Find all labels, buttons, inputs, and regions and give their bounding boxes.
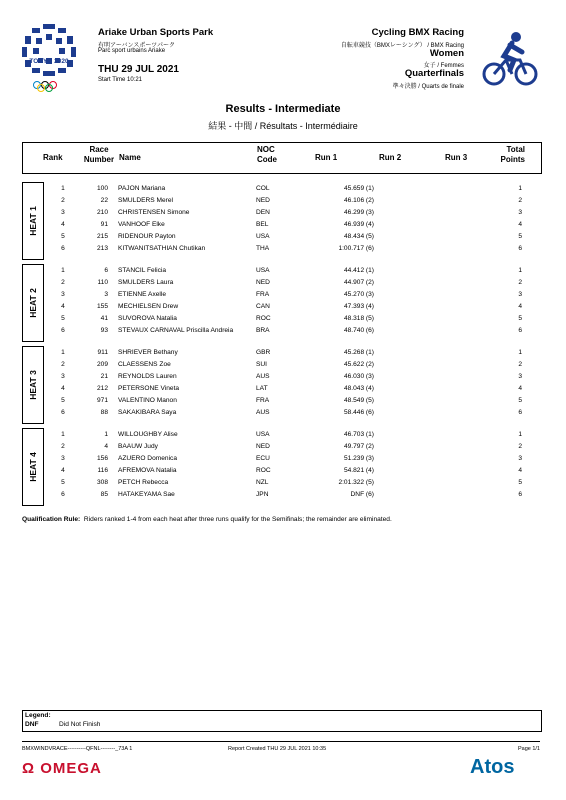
col-name: Name [119, 153, 141, 162]
rank-cell: 6 [61, 409, 65, 416]
total-points-cell: 4 [518, 303, 522, 310]
athlete-name-cell: REYNOLDS Lauren [118, 373, 177, 380]
race-number-cell: 1 [104, 431, 108, 438]
run1-cell: 54.821 (4) [343, 467, 374, 474]
table-row [0, 359, 566, 371]
race-number-cell: 971 [96, 397, 108, 404]
athlete-name-cell: VALENTINO Manon [118, 397, 177, 404]
table-row [0, 325, 566, 337]
run1-cell: 51.239 (3) [343, 455, 374, 462]
total-points-cell: 5 [518, 233, 522, 240]
heat-label: HEAT 2 [28, 288, 38, 318]
table-row [0, 301, 566, 313]
rank-cell: 2 [61, 443, 65, 450]
noc-cell: AUS [256, 373, 270, 380]
run1-cell: 46.939 (4) [343, 221, 374, 228]
total-points-cell: 6 [518, 491, 522, 498]
total-points-cell: 2 [518, 443, 522, 450]
athlete-name-cell: HATAKEYAMA Sae [118, 491, 175, 498]
legend-box [22, 710, 542, 732]
table-row [0, 383, 566, 395]
bmx-rider-pictogram-icon [480, 30, 540, 90]
race-number-cell: 41 [100, 315, 108, 322]
page-title: Results - Intermediate [225, 103, 341, 115]
table-row [0, 289, 566, 301]
run1-cell: 46.703 (1) [343, 431, 374, 438]
run1-cell: 58.446 (6) [343, 409, 374, 416]
noc-cell: FRA [256, 291, 270, 298]
table-row [0, 265, 566, 277]
table-row [0, 407, 566, 419]
start-time: Start Time 10:21 [98, 77, 143, 83]
table-row [0, 313, 566, 325]
rank-cell: 3 [61, 209, 65, 216]
rank-cell: 1 [61, 267, 65, 274]
venue-name: Ariake Urban Sports Park [98, 27, 214, 38]
total-points-cell: 6 [518, 245, 522, 252]
rank-cell: 4 [61, 221, 65, 228]
rank-cell: 6 [61, 245, 65, 252]
noc-cell: COL [256, 185, 270, 192]
table-row [0, 183, 566, 195]
race-number-cell: 209 [96, 361, 108, 368]
total-points-cell: 2 [518, 361, 522, 368]
athlete-name-cell: AZUERO Domenica [118, 455, 177, 462]
legend-code: DNF [25, 721, 39, 728]
noc-cell: ROC [256, 467, 271, 474]
athlete-name-cell: SUVOROVA Natalia [118, 315, 177, 322]
race-number-cell: 3 [104, 291, 108, 298]
noc-cell: DEN [256, 209, 270, 216]
total-points-cell: 1 [518, 267, 522, 274]
noc-cell: AUS [256, 409, 270, 416]
tokyo-2020-emblem-icon [18, 22, 80, 92]
athlete-name-cell: WILLOUGHBY Alise [118, 431, 178, 438]
total-points-cell: 1 [518, 349, 522, 356]
run1-cell: 44.412 (1) [343, 267, 374, 274]
total-points-cell: 3 [518, 373, 522, 380]
run1-cell: 48.434 (5) [343, 233, 374, 240]
rank-cell: 6 [61, 327, 65, 334]
run1-cell: 44.907 (2) [343, 279, 374, 286]
footer-page: Page 1/1 [517, 746, 540, 752]
race-number-cell: 116 [97, 467, 108, 474]
athlete-name-cell: CLAESSENS Zoe [118, 361, 171, 368]
rank-cell: 2 [61, 361, 65, 368]
table-row [0, 371, 566, 383]
race-number-cell: 155 [96, 303, 108, 310]
rank-cell: 4 [61, 303, 65, 310]
col-total-line1: Total [506, 145, 525, 154]
run1-cell: 45.268 (1) [343, 349, 374, 356]
rank-cell: 5 [61, 397, 65, 404]
total-points-cell: 2 [518, 197, 522, 204]
noc-cell: NED [256, 279, 270, 286]
table-row [0, 231, 566, 243]
total-points-cell: 5 [518, 397, 522, 404]
race-number-cell: 210 [96, 209, 108, 216]
run1-cell: 48.549 (5) [343, 397, 374, 404]
col-race-number-line1: Race [89, 145, 109, 154]
athlete-name-cell: STANCIL Felicia [118, 267, 166, 274]
noc-cell: GBR [256, 349, 271, 356]
athlete-name-cell: BAAUW Judy [118, 443, 158, 450]
total-points-cell: 4 [518, 385, 522, 392]
event-name: Cycling BMX Racing [371, 27, 464, 38]
athlete-name-cell: RIDENOUR Payton [118, 233, 176, 240]
total-points-cell: 1 [518, 185, 522, 192]
race-number-cell: 4 [104, 443, 108, 450]
total-points-cell: 3 [518, 209, 522, 216]
noc-cell: NZL [256, 479, 269, 486]
run1-cell: 45.622 (2) [343, 361, 374, 368]
run1-cell: 2:01.322 (5) [338, 479, 374, 486]
athlete-name-cell: KITWANITSATHIAN Chutikan [118, 245, 206, 252]
col-total-line2: Points [500, 155, 525, 164]
heat-label: HEAT 1 [28, 206, 38, 236]
noc-cell: USA [256, 431, 270, 438]
rank-cell: 5 [61, 233, 65, 240]
rank-cell: 1 [61, 349, 65, 356]
run1-cell: 48.318 (5) [343, 315, 374, 322]
athlete-name-cell: SAKAKIBARA Saya [118, 409, 177, 416]
page-subtitle: 結果 - 中間 / Résultats - Intermédiaire [208, 121, 358, 131]
col-run1: Run 1 [315, 153, 338, 162]
athlete-name-cell: STEVAUX CARNAVAL Priscilla Andreia [118, 327, 234, 334]
col-race-number-line2: Number [83, 155, 115, 164]
noc-cell: BEL [256, 221, 269, 228]
noc-cell: JPN [256, 491, 269, 498]
athlete-name-cell: PETCH Rebecca [118, 479, 169, 486]
race-number-cell: 6 [104, 267, 108, 274]
footer-report-created: Report Created THU 29 JUL 2021 10:35 [228, 746, 327, 752]
total-points-cell: 4 [518, 221, 522, 228]
table-row [0, 395, 566, 407]
table-row [0, 277, 566, 289]
col-noc-line2: Code [257, 155, 277, 164]
table-row [0, 465, 566, 477]
table-row [0, 195, 566, 207]
race-number-cell: 100 [96, 185, 108, 192]
event-gender: Women [429, 48, 464, 59]
race-number-cell: 110 [97, 279, 108, 286]
race-number-cell: 21 [100, 373, 108, 380]
event-gender-jp: 女子 / Femmes [423, 63, 464, 69]
athlete-name-cell: PETERSONE Vineta [118, 385, 180, 392]
race-number-cell: 213 [96, 245, 108, 252]
total-points-cell: 4 [518, 467, 522, 474]
athlete-name-cell: VANHOOF Elke [118, 221, 165, 228]
rank-cell: 1 [61, 431, 65, 438]
table-row [0, 441, 566, 453]
noc-cell: ROC [256, 315, 271, 322]
rank-cell: 3 [61, 455, 65, 462]
run1-cell: 45.659 (1) [343, 185, 374, 192]
race-number-cell: 93 [100, 327, 108, 334]
table-row [0, 477, 566, 489]
run1-cell: 48.740 (6) [343, 327, 374, 334]
run1-cell: 1:00.717 (6) [338, 245, 374, 252]
total-points-cell: 5 [518, 315, 522, 322]
run1-cell: 46.030 (3) [343, 373, 374, 380]
run1-cell: 49.797 (2) [343, 443, 374, 450]
rank-cell: 3 [61, 373, 65, 380]
table-row [0, 219, 566, 231]
athlete-name-cell: ETIENNE Axelle [118, 291, 167, 298]
run1-cell: 46.106 (2) [343, 197, 374, 204]
logo-text: TOKYO 2020 [29, 58, 69, 65]
athlete-name-cell: CHRISTENSEN Simone [118, 209, 190, 216]
qualification-rule-text: Riders ranked 1-4 from each heat after three runs qualify for the Semifinals; the remainder are eliminated. [83, 516, 392, 523]
qualification-rule-label: Qualification Rule: [22, 516, 81, 523]
total-points-cell: 6 [518, 327, 522, 334]
venue-name-fr: Parc sport urbains Ariake [98, 48, 166, 54]
run1-cell: 46.299 (3) [343, 209, 374, 216]
heat-label: HEAT 4 [28, 452, 38, 482]
table-row [0, 453, 566, 465]
table-row [0, 207, 566, 219]
race-number-cell: 91 [100, 221, 108, 228]
total-points-cell: 5 [518, 479, 522, 486]
rank-cell: 2 [61, 197, 65, 204]
col-rank: Rank [43, 153, 63, 162]
race-number-cell: 911 [97, 349, 108, 356]
run1-cell: 45.270 (3) [343, 291, 374, 298]
athlete-name-cell: AFREMOVA Natalia [118, 467, 177, 474]
venue-name-jp: 有明アーバンスポーツパーク [98, 43, 175, 49]
rank-cell: 1 [61, 185, 65, 192]
run1-cell: 47.393 (4) [343, 303, 374, 310]
race-number-cell: 308 [96, 479, 108, 486]
athlete-name-cell: PAJON Mariana [118, 185, 166, 192]
noc-cell: FRA [256, 397, 270, 404]
table-row [0, 243, 566, 255]
total-points-cell: 3 [518, 455, 522, 462]
table-row [0, 347, 566, 359]
noc-cell: SUI [256, 361, 267, 368]
race-number-cell: 88 [100, 409, 108, 416]
race-number-cell: 212 [96, 385, 108, 392]
event-phase: Quarterfinals [404, 68, 464, 79]
athlete-name-cell: SHRIEVER Bethany [118, 349, 178, 356]
col-noc-line1: NOC [257, 145, 275, 154]
event-date: THU 29 JUL 2021 [98, 64, 179, 75]
noc-cell: NED [256, 443, 270, 450]
noc-cell: CAN [256, 303, 270, 310]
omega-logo: Ω OMEGA [22, 760, 102, 777]
athlete-name-cell: SMULDERS Laura [118, 279, 174, 286]
athlete-name-cell: MECHIELSEN Drew [118, 303, 179, 310]
qualification-rule [22, 516, 392, 523]
run1-cell: 48.043 (4) [343, 385, 374, 392]
table-row [0, 489, 566, 501]
total-points-cell: 6 [518, 409, 522, 416]
footer-doc-code: BMXWINDVRACE----------QFNL--------_73A 1 [22, 746, 133, 752]
race-number-cell: 85 [100, 491, 108, 498]
col-run3: Run 3 [445, 153, 468, 162]
total-points-cell: 3 [518, 291, 522, 298]
athlete-name-cell: SMULDERS Merel [118, 197, 173, 204]
rank-cell: 4 [61, 467, 65, 474]
noc-cell: THA [256, 245, 270, 252]
noc-cell: ECU [256, 455, 270, 462]
total-points-cell: 1 [518, 431, 522, 438]
legend-meaning: Did Not Finish [59, 721, 101, 728]
rank-cell: 4 [61, 385, 65, 392]
footer-divider [22, 741, 540, 742]
race-number-cell: 215 [96, 233, 108, 240]
table-row [0, 429, 566, 441]
legend-title: Legend: [25, 712, 51, 719]
total-points-cell: 2 [518, 279, 522, 286]
col-run2: Run 2 [379, 153, 402, 162]
event-name-jp: 自転車競技（BMXレーシング） / BMX Racing [340, 43, 464, 49]
rank-cell: 5 [61, 479, 65, 486]
atos-logo: Atos [470, 756, 515, 778]
rank-cell: 5 [61, 315, 65, 322]
noc-cell: USA [256, 267, 270, 274]
run1-cell: DNF (6) [350, 491, 374, 498]
event-phase-jp: 準々決勝 / Quarts de finale [392, 84, 464, 90]
rank-cell: 2 [61, 279, 65, 286]
noc-cell: BRA [256, 327, 270, 334]
race-number-cell: 156 [96, 455, 108, 462]
heat-label: HEAT 3 [28, 370, 38, 400]
noc-cell: NED [256, 197, 270, 204]
rank-cell: 3 [61, 291, 65, 298]
race-number-cell: 22 [100, 197, 108, 204]
noc-cell: LAT [256, 385, 268, 392]
rank-cell: 6 [61, 491, 65, 498]
table-header [22, 142, 542, 174]
noc-cell: USA [256, 233, 270, 240]
